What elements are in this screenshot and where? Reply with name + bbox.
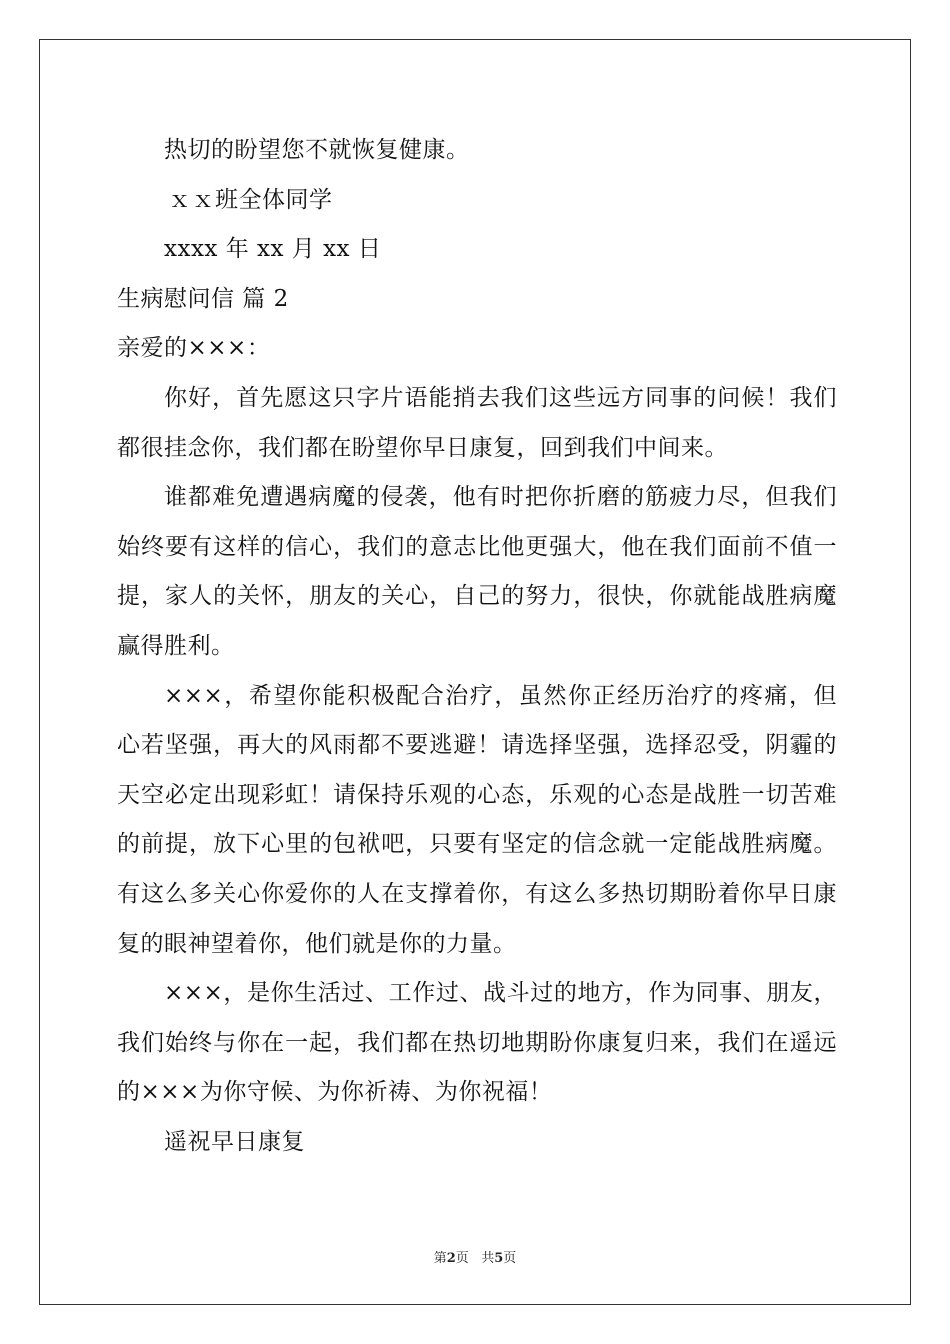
closing-wish-line: 热切的盼望您不就恢复健康。 (164, 137, 470, 163)
paragraph-line: 天空必定出现彩虹！请保持乐观的心态，乐观的心态是战胜一切苦难 (117, 781, 837, 808)
date-line: xxxx 年 xx 月 xx 日 (164, 236, 382, 263)
paragraph-line: 的前提，放下心里的包袱吧，只要有坚定的信念就一定能战胜病魔。 (117, 831, 837, 858)
paragraph-line: 谁都难免遭遇病魔的侵袭，他有时把你折磨的筋疲力尽，但我们 (164, 484, 837, 511)
paragraph-line: 始终要有这样的信心，我们的意志比他更强大，他在我们面前不值一 (117, 533, 837, 560)
paragraph-line: 你好，首先愿这只字片语能捎去我们这些远方同事的问候！我们 (164, 384, 837, 411)
signature-line: ｘｘ班全体同学 (168, 186, 333, 213)
page-number: 2 (446, 1251, 456, 1266)
page-footer (0, 1247, 950, 1266)
paragraph-line: 提，家人的关怀，朋友的关心，自己的努力，很快，你就能战胜病魔 (117, 583, 837, 610)
paragraph-line: ×××，是你生活过、工作过、战斗过的地方，作为同事、朋友， (164, 980, 837, 1007)
paragraph-line: 复的眼神望着你，他们就是你的力量。 (117, 930, 517, 957)
paragraph-line: 我们始终与你在一起，我们都在热切地期盼你康复归来，我们在遥远 (117, 1029, 837, 1056)
page-prefix: 第 (433, 1251, 447, 1266)
paragraph-line: 的×××为你守候、为你祈祷、为你祝福！ (117, 1079, 553, 1106)
total-prefix: 共 (481, 1251, 495, 1266)
paragraph-line: ×××，希望你能积极配合治疗，虽然你正经历治疗的疼痛，但 (164, 682, 837, 709)
salutation: 亲爱的×××： (117, 335, 271, 362)
paragraph-line: 心若坚强，再大的风雨都不要逃避！请选择坚强，选择忍受，阴霾的 (117, 732, 837, 759)
page-suffix: 页 (455, 1251, 469, 1266)
total-suffix: 页 (503, 1251, 517, 1266)
total-pages: 5 (494, 1251, 504, 1266)
letter-body (117, 126, 837, 1167)
paragraph-line: 都很挂念你，我们都在盼望你早日康复，回到我们中间来。 (117, 434, 728, 461)
paragraph-line: 赢得胜利。 (117, 632, 235, 659)
closing-line: 遥祝早日康复 (164, 1128, 305, 1155)
paragraph-line: 有这么多关心你爱你的人在支撑着你，有这么多热切期盼着你早日康 (117, 880, 837, 907)
section-heading: 生病慰问信 篇 2 (117, 285, 289, 312)
